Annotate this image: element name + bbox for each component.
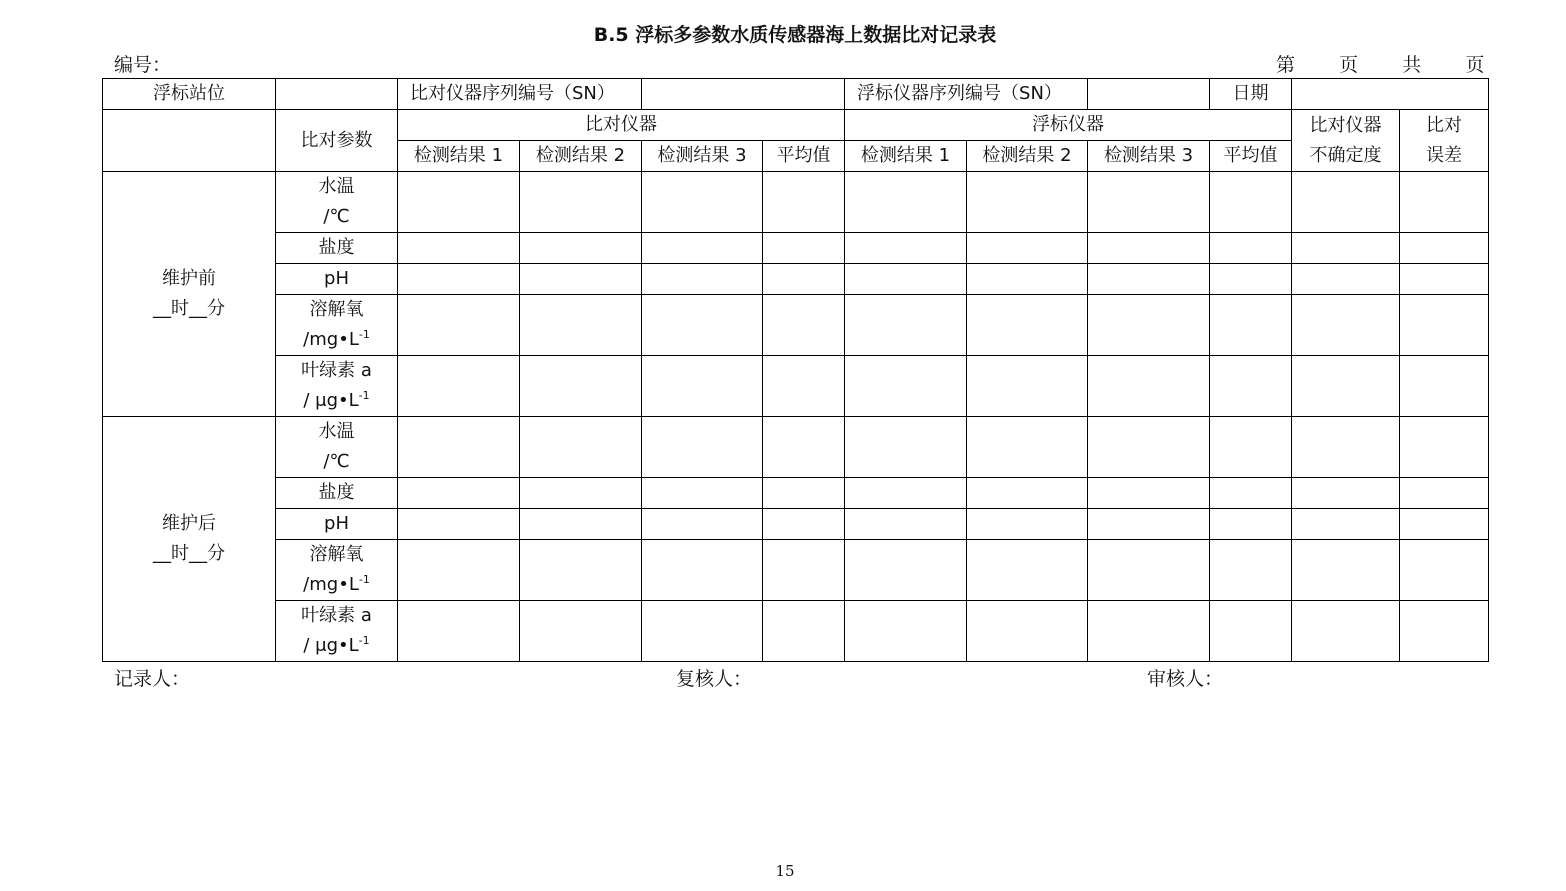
data-entry-cell[interactable] xyxy=(845,540,967,601)
data-entry-cell[interactable] xyxy=(642,540,763,601)
data-entry-cell[interactable] xyxy=(1292,264,1400,295)
data-entry-cell[interactable] xyxy=(1292,601,1400,662)
data-entry-cell[interactable] xyxy=(1292,478,1400,509)
param-unit-exponent: -1 xyxy=(358,573,370,586)
param-row-chla xyxy=(103,601,1489,662)
ref-result1-header: 检测结果 1 xyxy=(398,141,520,172)
page-info-di: 第 xyxy=(1276,54,1296,76)
param-unit-exponent: -1 xyxy=(358,328,370,341)
data-entry-cell[interactable] xyxy=(1088,233,1210,264)
ref-result3-header: 检测结果 3 xyxy=(642,141,763,172)
data-entry-cell[interactable] xyxy=(967,295,1088,356)
data-entry-cell[interactable] xyxy=(1292,417,1400,478)
page-info xyxy=(1276,50,1484,77)
reviewer-label: 复核人： xyxy=(676,668,753,690)
page-info-ye1: 页 xyxy=(1339,54,1359,76)
corner-cell xyxy=(103,110,276,172)
data-entry-cell[interactable] xyxy=(845,601,967,662)
form-title: B.5 浮标多参数水质传感器海上数据比对记录表 xyxy=(593,24,997,46)
param-cell-chla xyxy=(276,356,398,417)
data-entry-cell[interactable] xyxy=(1088,356,1210,417)
data-entry-cell[interactable] xyxy=(520,295,642,356)
data-entry-cell[interactable] xyxy=(763,478,845,509)
buoy-sn-value[interactable] xyxy=(1088,79,1210,110)
data-entry-cell[interactable] xyxy=(1088,478,1210,509)
param-unit xyxy=(276,631,397,661)
data-entry-cell[interactable] xyxy=(520,356,642,417)
group-time: __时__分 xyxy=(153,543,225,564)
group-after xyxy=(103,417,1489,662)
param-row-ph xyxy=(103,264,1489,295)
data-entry-cell[interactable] xyxy=(1210,233,1292,264)
ref-sn-label: 比对仪器序列编号（SN） xyxy=(398,79,642,110)
station-value[interactable] xyxy=(276,79,398,110)
page-info-gong: 共 xyxy=(1402,54,1422,76)
param-row-do xyxy=(103,540,1489,601)
page-number: 15 xyxy=(775,862,795,880)
data-entry-cell[interactable] xyxy=(642,417,763,478)
param-row-temp xyxy=(103,417,1489,478)
group-before xyxy=(103,172,1489,417)
data-entry-cell[interactable] xyxy=(763,264,845,295)
comparison-table xyxy=(102,78,1489,662)
data-entry-cell[interactable] xyxy=(1210,356,1292,417)
param-row-chla xyxy=(103,356,1489,417)
data-entry-cell[interactable] xyxy=(845,264,967,295)
param-cell-ph: pH xyxy=(276,509,398,540)
data-entry-cell[interactable] xyxy=(845,172,967,233)
param-header: 比对参数 xyxy=(276,110,398,172)
buoy-sn-label: 浮标仪器序列编号（SN） xyxy=(845,79,1088,110)
date-label: 日期 xyxy=(1210,79,1292,110)
data-entry-cell[interactable] xyxy=(967,264,1088,295)
data-entry-cell[interactable] xyxy=(1292,295,1400,356)
data-entry-cell[interactable] xyxy=(1400,356,1489,417)
buoy-result2-header: 检测结果 2 xyxy=(967,141,1088,172)
data-entry-cell[interactable] xyxy=(967,233,1088,264)
data-entry-cell[interactable] xyxy=(763,172,845,233)
data-entry-cell[interactable] xyxy=(398,295,520,356)
data-entry-cell[interactable] xyxy=(1210,478,1292,509)
data-entry-cell[interactable] xyxy=(642,601,763,662)
data-entry-cell[interactable] xyxy=(642,478,763,509)
param-cell-salinity: 盐度 xyxy=(276,233,398,264)
serial-label: 编号： xyxy=(114,54,172,76)
uncertainty-line2: 不确定度 xyxy=(1309,144,1382,166)
data-entry-cell[interactable] xyxy=(763,540,845,601)
group-label: 维护后 xyxy=(162,513,216,534)
param-cell-temp xyxy=(276,172,398,233)
ref-result2-header: 检测结果 2 xyxy=(520,141,642,172)
data-entry-cell[interactable] xyxy=(1088,417,1210,478)
data-entry-cell[interactable] xyxy=(1400,295,1489,356)
data-entry-cell[interactable] xyxy=(1292,172,1400,233)
data-entry-cell[interactable] xyxy=(967,478,1088,509)
group-label-cell xyxy=(103,172,276,417)
data-entry-cell[interactable] xyxy=(1400,172,1489,233)
data-entry-cell[interactable] xyxy=(398,509,520,540)
ref-group-header: 比对仪器 xyxy=(398,110,845,141)
data-entry-cell[interactable] xyxy=(845,478,967,509)
data-entry-cell[interactable] xyxy=(763,417,845,478)
group-time: __时__分 xyxy=(153,298,225,319)
param-unit-exponent: -1 xyxy=(358,634,370,647)
data-entry-cell[interactable] xyxy=(1400,478,1489,509)
data-entry-cell[interactable] xyxy=(1400,417,1489,478)
data-entry-cell[interactable] xyxy=(763,356,845,417)
data-entry-cell[interactable] xyxy=(398,540,520,601)
uncertainty-header xyxy=(1292,110,1400,172)
error-header xyxy=(1400,110,1489,172)
data-entry-cell[interactable] xyxy=(398,172,520,233)
data-entry-cell[interactable] xyxy=(1088,540,1210,601)
buoy-result1-header: 检测结果 1 xyxy=(845,141,967,172)
data-entry-cell[interactable] xyxy=(642,172,763,233)
data-entry-cell[interactable] xyxy=(763,295,845,356)
param-name: 溶解氧 xyxy=(309,544,364,565)
ref-sn-value[interactable] xyxy=(642,79,845,110)
date-value[interactable] xyxy=(1292,79,1489,110)
data-entry-cell[interactable] xyxy=(520,478,642,509)
data-entry-cell[interactable] xyxy=(845,417,967,478)
data-entry-cell[interactable] xyxy=(398,417,520,478)
data-entry-cell[interactable] xyxy=(1210,417,1292,478)
data-entry-cell[interactable] xyxy=(1088,264,1210,295)
param-row-temp xyxy=(103,172,1489,233)
param-cell-chla xyxy=(276,601,398,662)
data-entry-cell[interactable] xyxy=(520,509,642,540)
param-unit: /℃ xyxy=(323,206,350,227)
data-entry-cell[interactable] xyxy=(845,295,967,356)
param-unit: /℃ xyxy=(323,451,350,472)
data-entry-cell[interactable] xyxy=(520,417,642,478)
data-entry-cell[interactable] xyxy=(1400,540,1489,601)
data-entry-cell[interactable] xyxy=(1400,601,1489,662)
error-line2: 误差 xyxy=(1426,144,1463,166)
data-entry-cell[interactable] xyxy=(398,264,520,295)
uncertainty-line1: 比对仪器 xyxy=(1309,114,1382,136)
data-entry-cell[interactable] xyxy=(642,264,763,295)
data-entry-cell[interactable] xyxy=(763,601,845,662)
param-row-do xyxy=(103,295,1489,356)
page-info-ye2: 页 xyxy=(1465,54,1485,76)
data-entry-cell[interactable] xyxy=(520,172,642,233)
data-entry-cell[interactable] xyxy=(967,601,1088,662)
param-name: 叶绿素 a xyxy=(301,605,372,626)
data-entry-cell[interactable] xyxy=(398,601,520,662)
data-entry-cell[interactable] xyxy=(1088,601,1210,662)
data-entry-cell[interactable] xyxy=(1088,295,1210,356)
param-unit-exponent: -1 xyxy=(358,389,370,402)
data-entry-cell[interactable] xyxy=(967,356,1088,417)
data-entry-cell[interactable] xyxy=(967,417,1088,478)
ref-average-header: 平均值 xyxy=(763,141,845,172)
data-entry-cell[interactable] xyxy=(1292,509,1400,540)
param-unit xyxy=(276,570,397,600)
data-entry-cell[interactable] xyxy=(1400,509,1489,540)
data-entry-cell[interactable] xyxy=(1400,264,1489,295)
param-cell-salinity: 盐度 xyxy=(276,478,398,509)
param-name: 水温 xyxy=(318,421,355,442)
param-row-ph xyxy=(103,509,1489,540)
param-unit-base: / μg•L xyxy=(303,635,359,656)
param-cell-do xyxy=(276,540,398,601)
buoy-group-header: 浮标仪器 xyxy=(845,110,1292,141)
param-row-salinity xyxy=(103,233,1489,264)
data-entry-cell[interactable] xyxy=(1210,601,1292,662)
data-entry-cell[interactable] xyxy=(642,356,763,417)
data-entry-cell[interactable] xyxy=(1210,540,1292,601)
data-entry-cell[interactable] xyxy=(520,601,642,662)
data-entry-cell[interactable] xyxy=(1210,264,1292,295)
station-label: 浮标站位 xyxy=(103,79,276,110)
data-entry-cell[interactable] xyxy=(642,233,763,264)
data-entry-cell[interactable] xyxy=(642,509,763,540)
buoy-average-header: 平均值 xyxy=(1210,141,1292,172)
param-cell-ph: pH xyxy=(276,264,398,295)
param-unit xyxy=(276,325,397,355)
data-entry-cell[interactable] xyxy=(1400,233,1489,264)
data-entry-cell[interactable] xyxy=(763,509,845,540)
group-label-cell xyxy=(103,417,276,662)
data-entry-cell[interactable] xyxy=(763,233,845,264)
error-line1: 比对 xyxy=(1426,114,1463,136)
param-unit-base: / μg•L xyxy=(303,390,359,411)
data-entry-cell[interactable] xyxy=(1292,233,1400,264)
data-entry-cell[interactable] xyxy=(1088,509,1210,540)
param-row-salinity xyxy=(103,478,1489,509)
recorder-label: 记录人： xyxy=(114,668,191,690)
data-entry-cell[interactable] xyxy=(1292,540,1400,601)
data-entry-cell[interactable] xyxy=(1210,172,1292,233)
data-entry-cell[interactable] xyxy=(1210,509,1292,540)
param-name: 叶绿素 a xyxy=(301,360,372,381)
data-entry-cell[interactable] xyxy=(1292,356,1400,417)
data-entry-cell[interactable] xyxy=(845,509,967,540)
data-entry-cell[interactable] xyxy=(845,233,967,264)
param-cell-temp xyxy=(276,417,398,478)
param-unit-base: /mg•L xyxy=(303,574,359,595)
param-name: 水温 xyxy=(318,176,355,197)
data-entry-cell[interactable] xyxy=(520,233,642,264)
data-entry-cell[interactable] xyxy=(398,478,520,509)
buoy-result3-header: 检测结果 3 xyxy=(1088,141,1210,172)
data-entry-cell[interactable] xyxy=(520,264,642,295)
data-entry-cell[interactable] xyxy=(967,540,1088,601)
data-entry-cell[interactable] xyxy=(1210,295,1292,356)
data-entry-cell[interactable] xyxy=(642,295,763,356)
data-entry-cell[interactable] xyxy=(967,509,1088,540)
group-label: 维护前 xyxy=(162,268,216,289)
auditor-label: 审核人： xyxy=(1147,668,1224,690)
param-unit-base: /mg•L xyxy=(303,329,359,350)
data-entry-cell[interactable] xyxy=(398,356,520,417)
param-name: 溶解氧 xyxy=(309,299,364,320)
data-entry-cell[interactable] xyxy=(967,172,1088,233)
param-cell-do xyxy=(276,295,398,356)
data-entry-cell[interactable] xyxy=(520,540,642,601)
data-entry-cell[interactable] xyxy=(1088,172,1210,233)
data-entry-cell[interactable] xyxy=(398,233,520,264)
param-unit xyxy=(276,386,397,416)
data-entry-cell[interactable] xyxy=(845,356,967,417)
